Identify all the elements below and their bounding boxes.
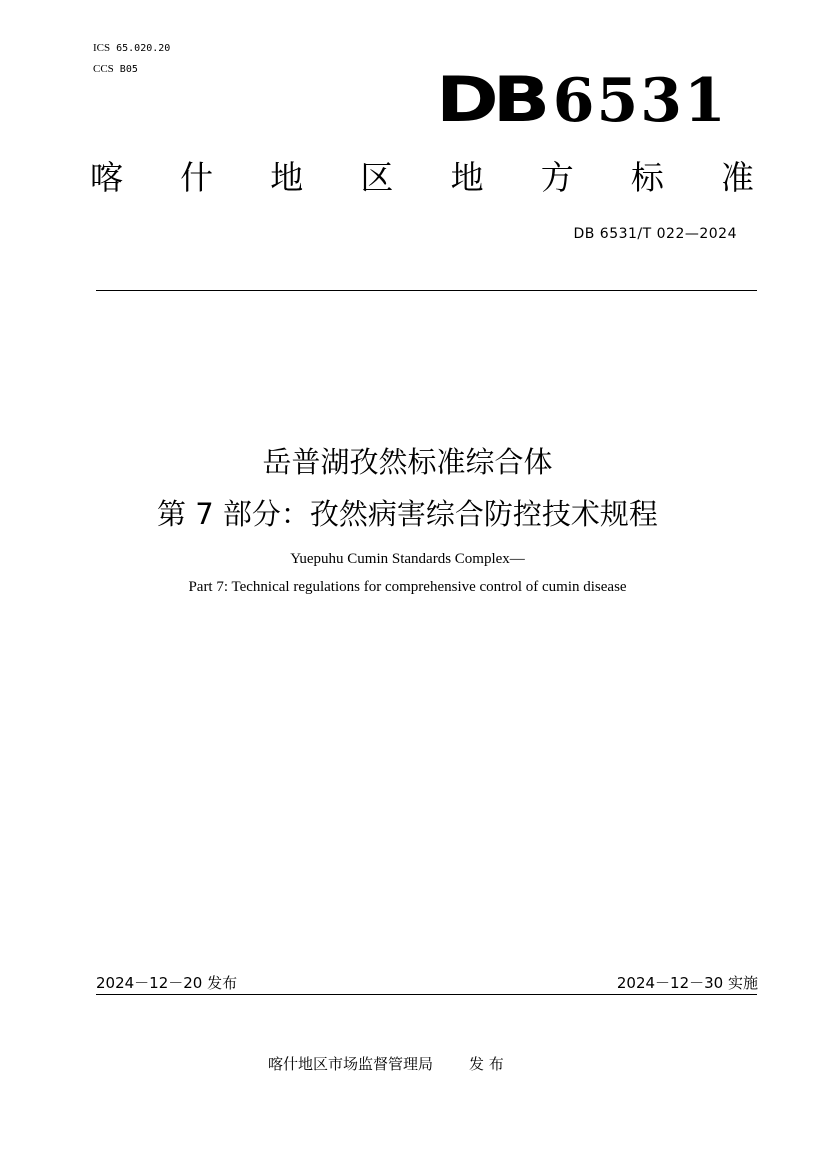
title-zh-line1: 岳普湖孜然标准综合体 bbox=[262, 445, 553, 479]
standard-number: DB 6531/T 022—2024 bbox=[573, 226, 737, 242]
ccs-label: CCS bbox=[93, 63, 114, 75]
ics-row bbox=[93, 38, 170, 59]
classification-block bbox=[93, 38, 170, 80]
standard-type-char: 什 bbox=[180, 158, 214, 197]
ccs-row bbox=[93, 59, 170, 80]
ics-label: ICS bbox=[93, 42, 111, 54]
standard-type-char: 地 bbox=[450, 158, 484, 197]
db-region-code: 6531 bbox=[552, 66, 728, 136]
issuer-name: 喀什地区市场监督管理局 bbox=[268, 1055, 434, 1073]
standard-type-char: 标 bbox=[630, 158, 664, 197]
standard-type-heading bbox=[90, 156, 754, 200]
title-zh-line2: 第 7 部分：孜然病害综合防控技术规程 bbox=[157, 497, 658, 531]
header-divider bbox=[96, 290, 757, 291]
implement-date: 2024－12－30 实施 bbox=[616, 974, 758, 992]
db-logo bbox=[436, 63, 728, 136]
publish-date: 2024－12－20 发布 bbox=[96, 974, 238, 992]
standard-type-char: 地 bbox=[270, 158, 304, 197]
standard-type-char: 喀 bbox=[90, 158, 123, 197]
standard-type-char: 准 bbox=[720, 158, 754, 197]
ics-value: 65.020.20 bbox=[116, 43, 171, 54]
footer-divider bbox=[96, 994, 757, 995]
title-en-line1: Yuepuhu Cumin Standards Complex— bbox=[290, 551, 525, 567]
title-en-line2: Part 7: Technical regulations for comprehensive control of cumin disease bbox=[188, 579, 627, 595]
db-mark: DB bbox=[436, 63, 545, 136]
issuer-line bbox=[268, 1053, 504, 1074]
ccs-value: B05 bbox=[119, 64, 138, 75]
issuer-action: 发 布 bbox=[469, 1055, 504, 1073]
standard-type-char: 方 bbox=[540, 158, 574, 197]
standard-type-char: 区 bbox=[360, 158, 394, 197]
